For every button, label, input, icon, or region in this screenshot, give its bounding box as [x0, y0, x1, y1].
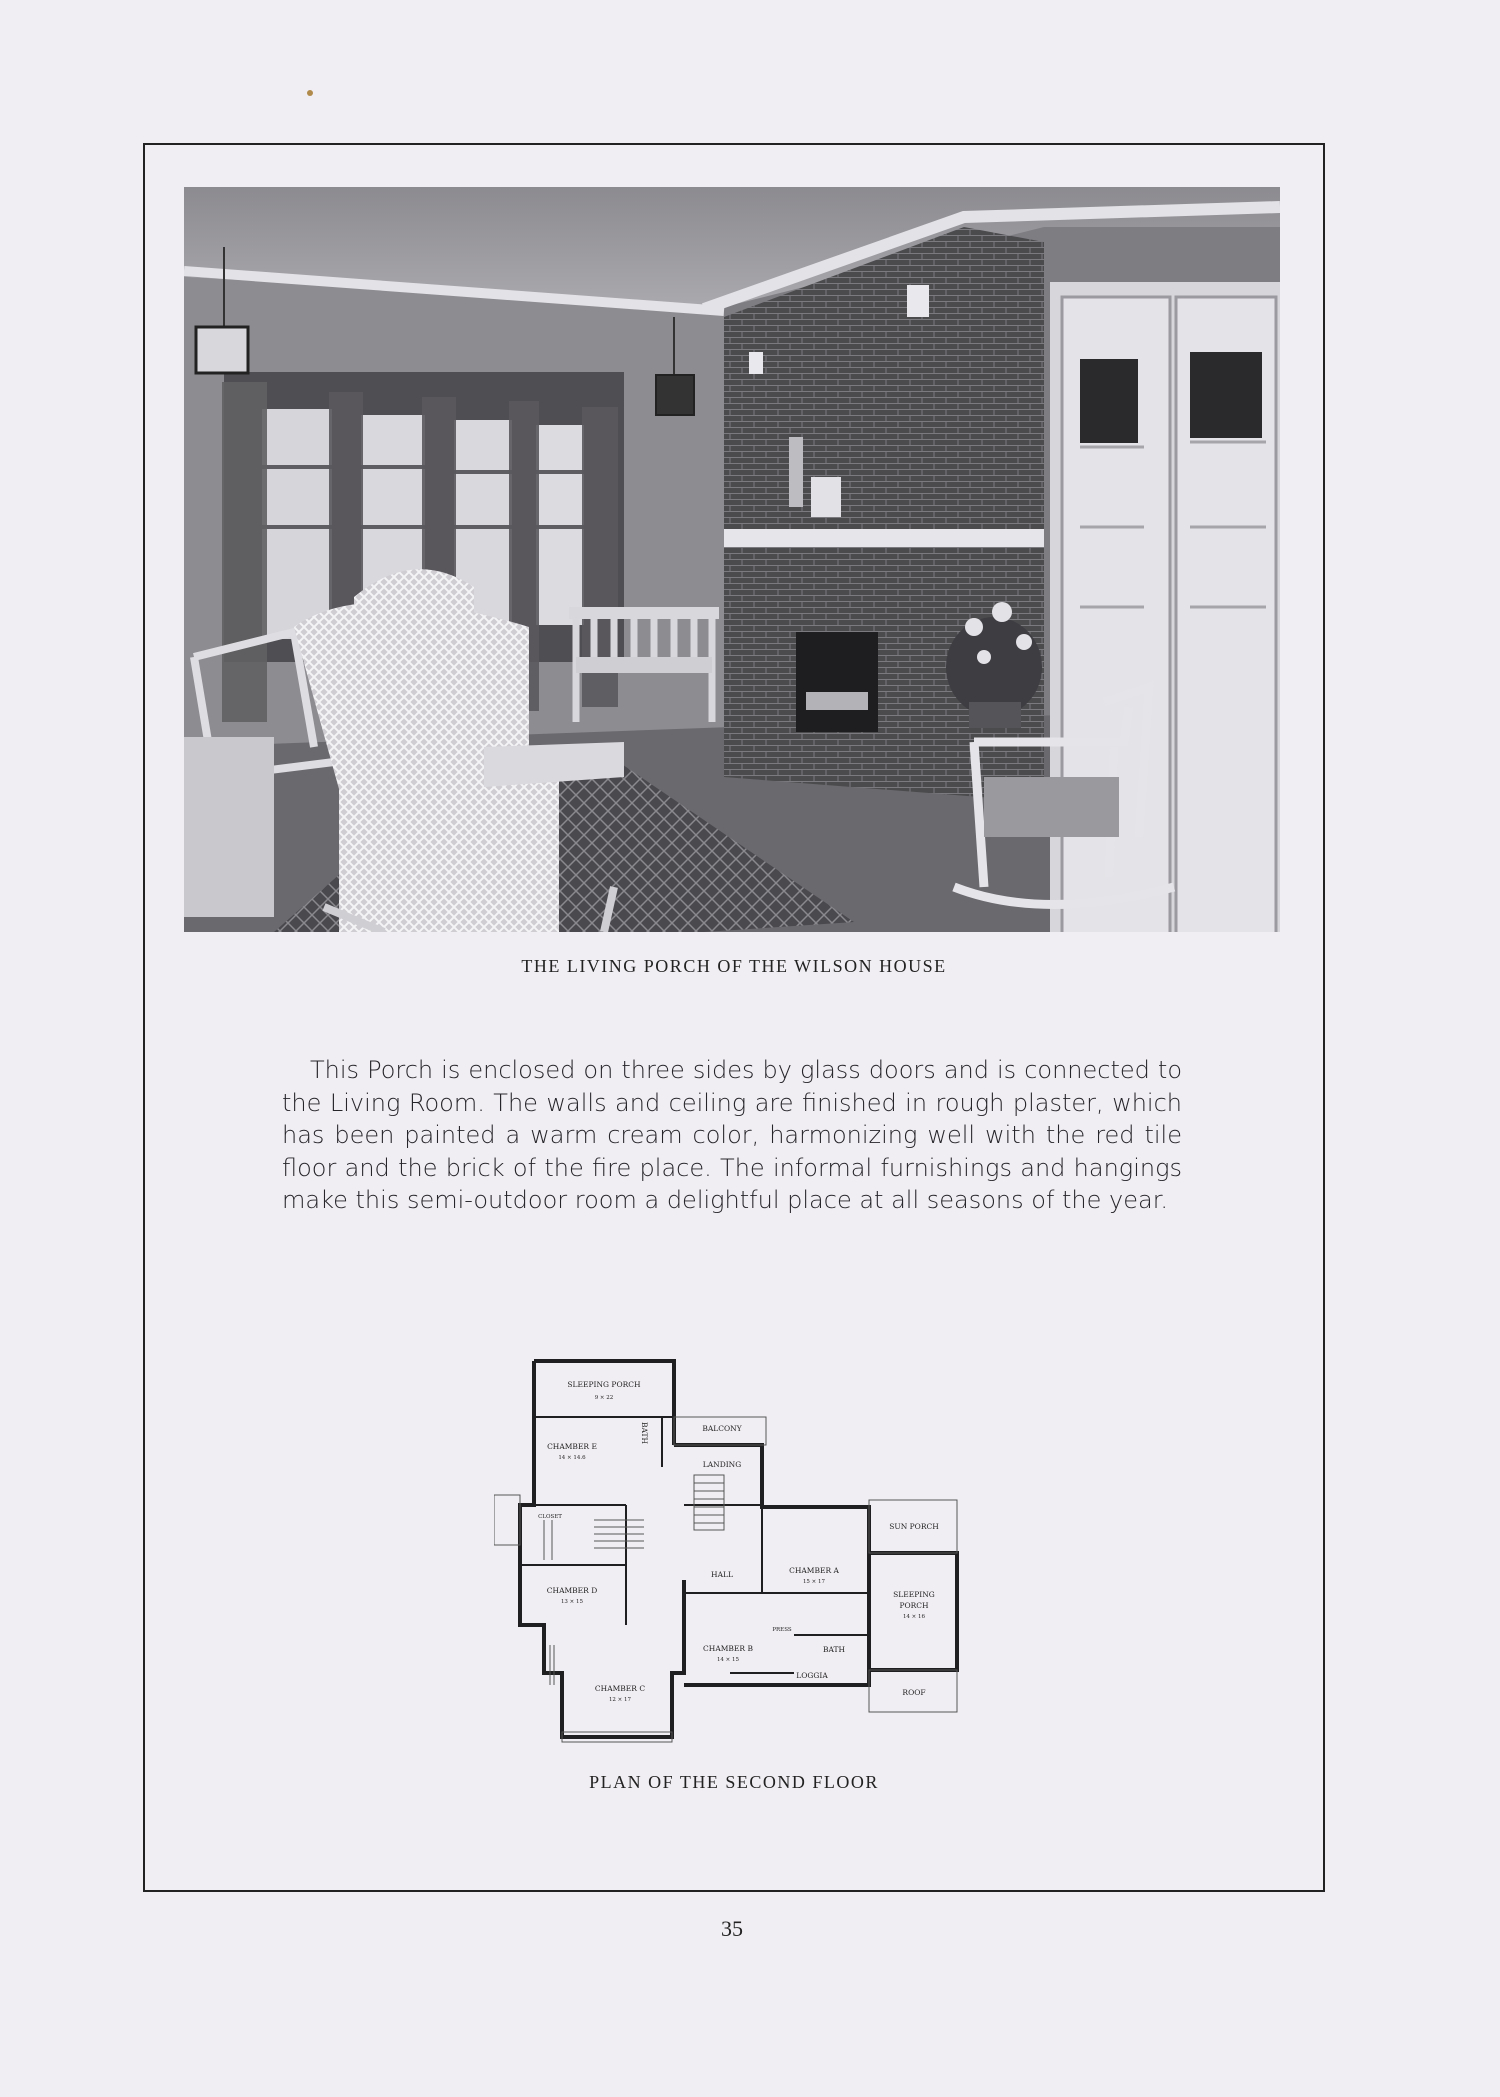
paper-speck [307, 90, 313, 96]
description-paragraph: This Porch is enclosed on three sides by glass doors and is connected to the Living Room. The walls and ceiling are finished in rough plaster, which has been painted a warm cream color, harmonizing well with the red tile floor and the brick of the fire place. The informal furnishings and hangings make this semi-outdoor room a delightful place at all seasons of the year. [282, 1056, 1182, 1214]
svg-text:HALL: HALL [711, 1570, 733, 1579]
svg-text:BATH: BATH [640, 1421, 649, 1445]
photo-caption: THE LIVING PORCH OF THE WILSON HOUSE [521, 956, 947, 976]
svg-text:SLEEPING PORCH: SLEEPING PORCH [567, 1380, 641, 1389]
svg-text:CHAMBER A: CHAMBER A [789, 1566, 839, 1575]
svg-text:CLOSET: CLOSET [538, 1514, 562, 1520]
plan-caption: PLAN OF THE SECOND FLOOR [589, 1772, 879, 1792]
svg-text:BATH: BATH [822, 1645, 846, 1654]
svg-text:CHAMBER E: CHAMBER E [547, 1442, 597, 1451]
svg-text:9 × 22: 9 × 22 [594, 1395, 614, 1401]
svg-text:14 × 14.6: 14 × 14.6 [558, 1455, 586, 1461]
svg-text:14 × 15: 14 × 15 [716, 1657, 740, 1663]
svg-text:13 × 15: 13 × 15 [560, 1599, 584, 1605]
svg-text:CHAMBER B: CHAMBER B [703, 1644, 753, 1653]
svg-text:ROOF: ROOF [902, 1688, 926, 1697]
living-porch-photo [184, 187, 1280, 932]
svg-text:LANDING: LANDING [702, 1460, 742, 1469]
svg-text:SUN PORCH: SUN PORCH [889, 1522, 939, 1531]
page-number: 35 [721, 1916, 743, 1941]
svg-text:15 × 17: 15 × 17 [802, 1579, 826, 1585]
svg-text:BALCONY: BALCONY [702, 1424, 742, 1433]
svg-text:CHAMBER D: CHAMBER D [546, 1586, 598, 1595]
svg-text:CHAMBER C: CHAMBER C [594, 1684, 646, 1693]
svg-text:14 × 16: 14 × 16 [902, 1614, 926, 1620]
svg-text:PRESS: PRESS [772, 1627, 792, 1633]
svg-text:LOGGIA: LOGGIA [796, 1671, 828, 1680]
svg-text:SLEEPING: SLEEPING [893, 1590, 935, 1599]
svg-text:PORCH: PORCH [899, 1601, 929, 1610]
second-floor-plan [494, 1355, 962, 1751]
svg-text:12 × 17: 12 × 17 [608, 1697, 632, 1703]
